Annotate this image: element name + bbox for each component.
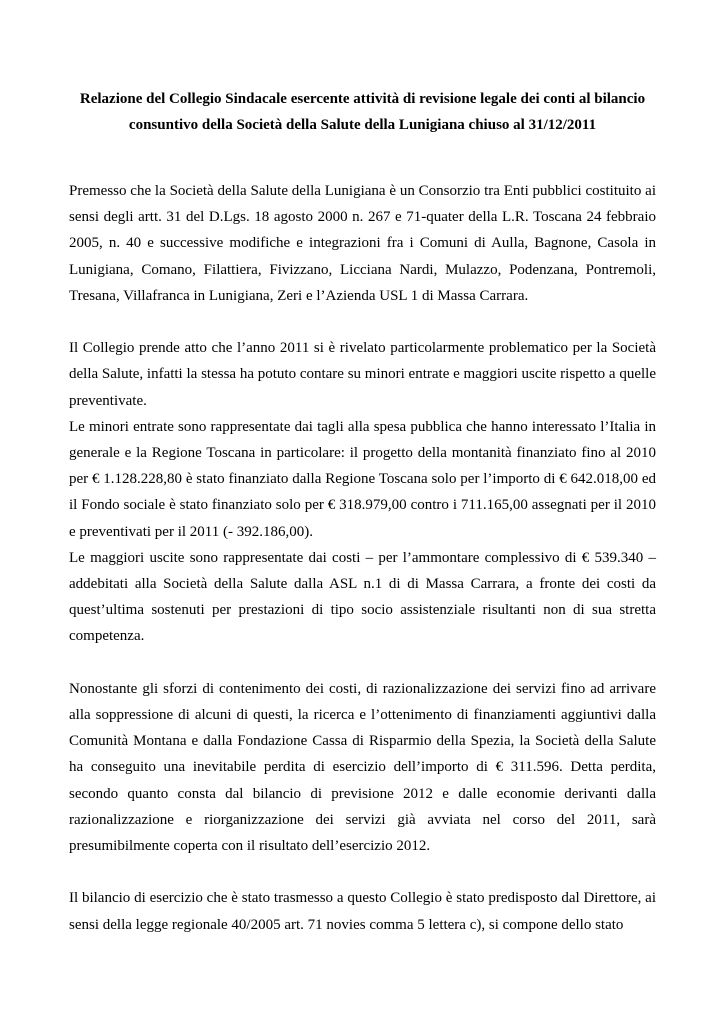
document-title [69,86,656,138]
title-line-1: Relazione del Collegio Sindacale esercente attività di revisione legale dei conti al bilancio [79,91,646,107]
paragraph-maggiori-uscite: Le maggiori uscite sono rappresentate dai costi – per l’ammontare complessivo di € 539.340 – addebitati alla Società della Salute dalla ASL n.1 di di Massa Carrara, a fronte dei costi da quest’ultima sostenuti per prestazioni di tipo socio assistenziale risultanti non di sua stretta competenza. [69,549,656,645]
paragraph-collegio: Il Collegio prende atto che l’anno 2011 si è rivelato particolarmente problematico per la Società della Salute, infatti la stessa ha potuto contare su minori entrate e maggiori uscite rispetto a quelle preventivate. [69,340,656,409]
paragraph-premessa: Premesso che la Società della Salute della Lunigiana è un Consorzio tra Enti pubblici costituito ai sensi degli artt. 31 del D.Lgs. 18 agosto 2000 n. 267 e 71-quater della L.R. Toscana 24 febbraio 2005, n. 40 e successive modifiche e integrazioni fra i Comuni di Aulla, Bagnone, Casola in Lunigiana, Comano, Filattiera, Fivizzano, Licciana Nardi, Mulazzo, Podenzana, Pontremoli, Tresana, Villafranca in Lunigiana, Zeri e l’Azienda USL 1 di Massa Carrara. [69,183,656,304]
paragraph-nonostante: Nonostante gli sforzi di contenimento dei costi, di razionalizzazione dei servizi fino ad arrivare alla soppressione di alcuni di questi, la ricerca e l’ottenimento di finanziamenti aggiuntivi dalla Comunità Montana e dalla Fondazione Cassa di Risparmio della Spezia, la Società della Salute ha conseguito una inevitabile perdita di esercizio dell’importo di € 311.596. Detta perdita, secondo quanto consta dal bilancio di previsione 2012 e dalle economie derivanti dalla razionalizzazione e riorganizzazione dei servizi già avviata nel corso del 2011, sarà presumibilmente coperta con il risultato dell’esercizio 2012. [69,680,656,855]
paragraph-bilancio: Il bilancio di esercizio che è stato trasmesso a questo Collegio è stato predisposto dal Direttore, ai sensi della legge regionale 40/2005 art. 71 novies comma 5 lettera c), si compone dello stato [69,890,656,933]
paragraph-minori-entrate: Le minori entrate sono rappresentate dai tagli alla spesa pubblica che hanno interessato l’Italia in generale e la Regione Toscana in particolare: il progetto della montanità finanziato fino al 2010 per € 1.128.228,80 è stato finanziato dalla Regione Toscana solo per l’importo di € 642.018,00 ed il Fondo sociale è stato finanziato solo per € 318.979,00 contro i 711.165,00 assegnati per il 2010 e preventivati per il 2011 (- 392.186,00). [69,418,656,540]
document-body [69,178,656,938]
title-line-2: consuntivo della Società della Salute della Lunigiana chiuso al 31/12/2011 [128,117,597,133]
